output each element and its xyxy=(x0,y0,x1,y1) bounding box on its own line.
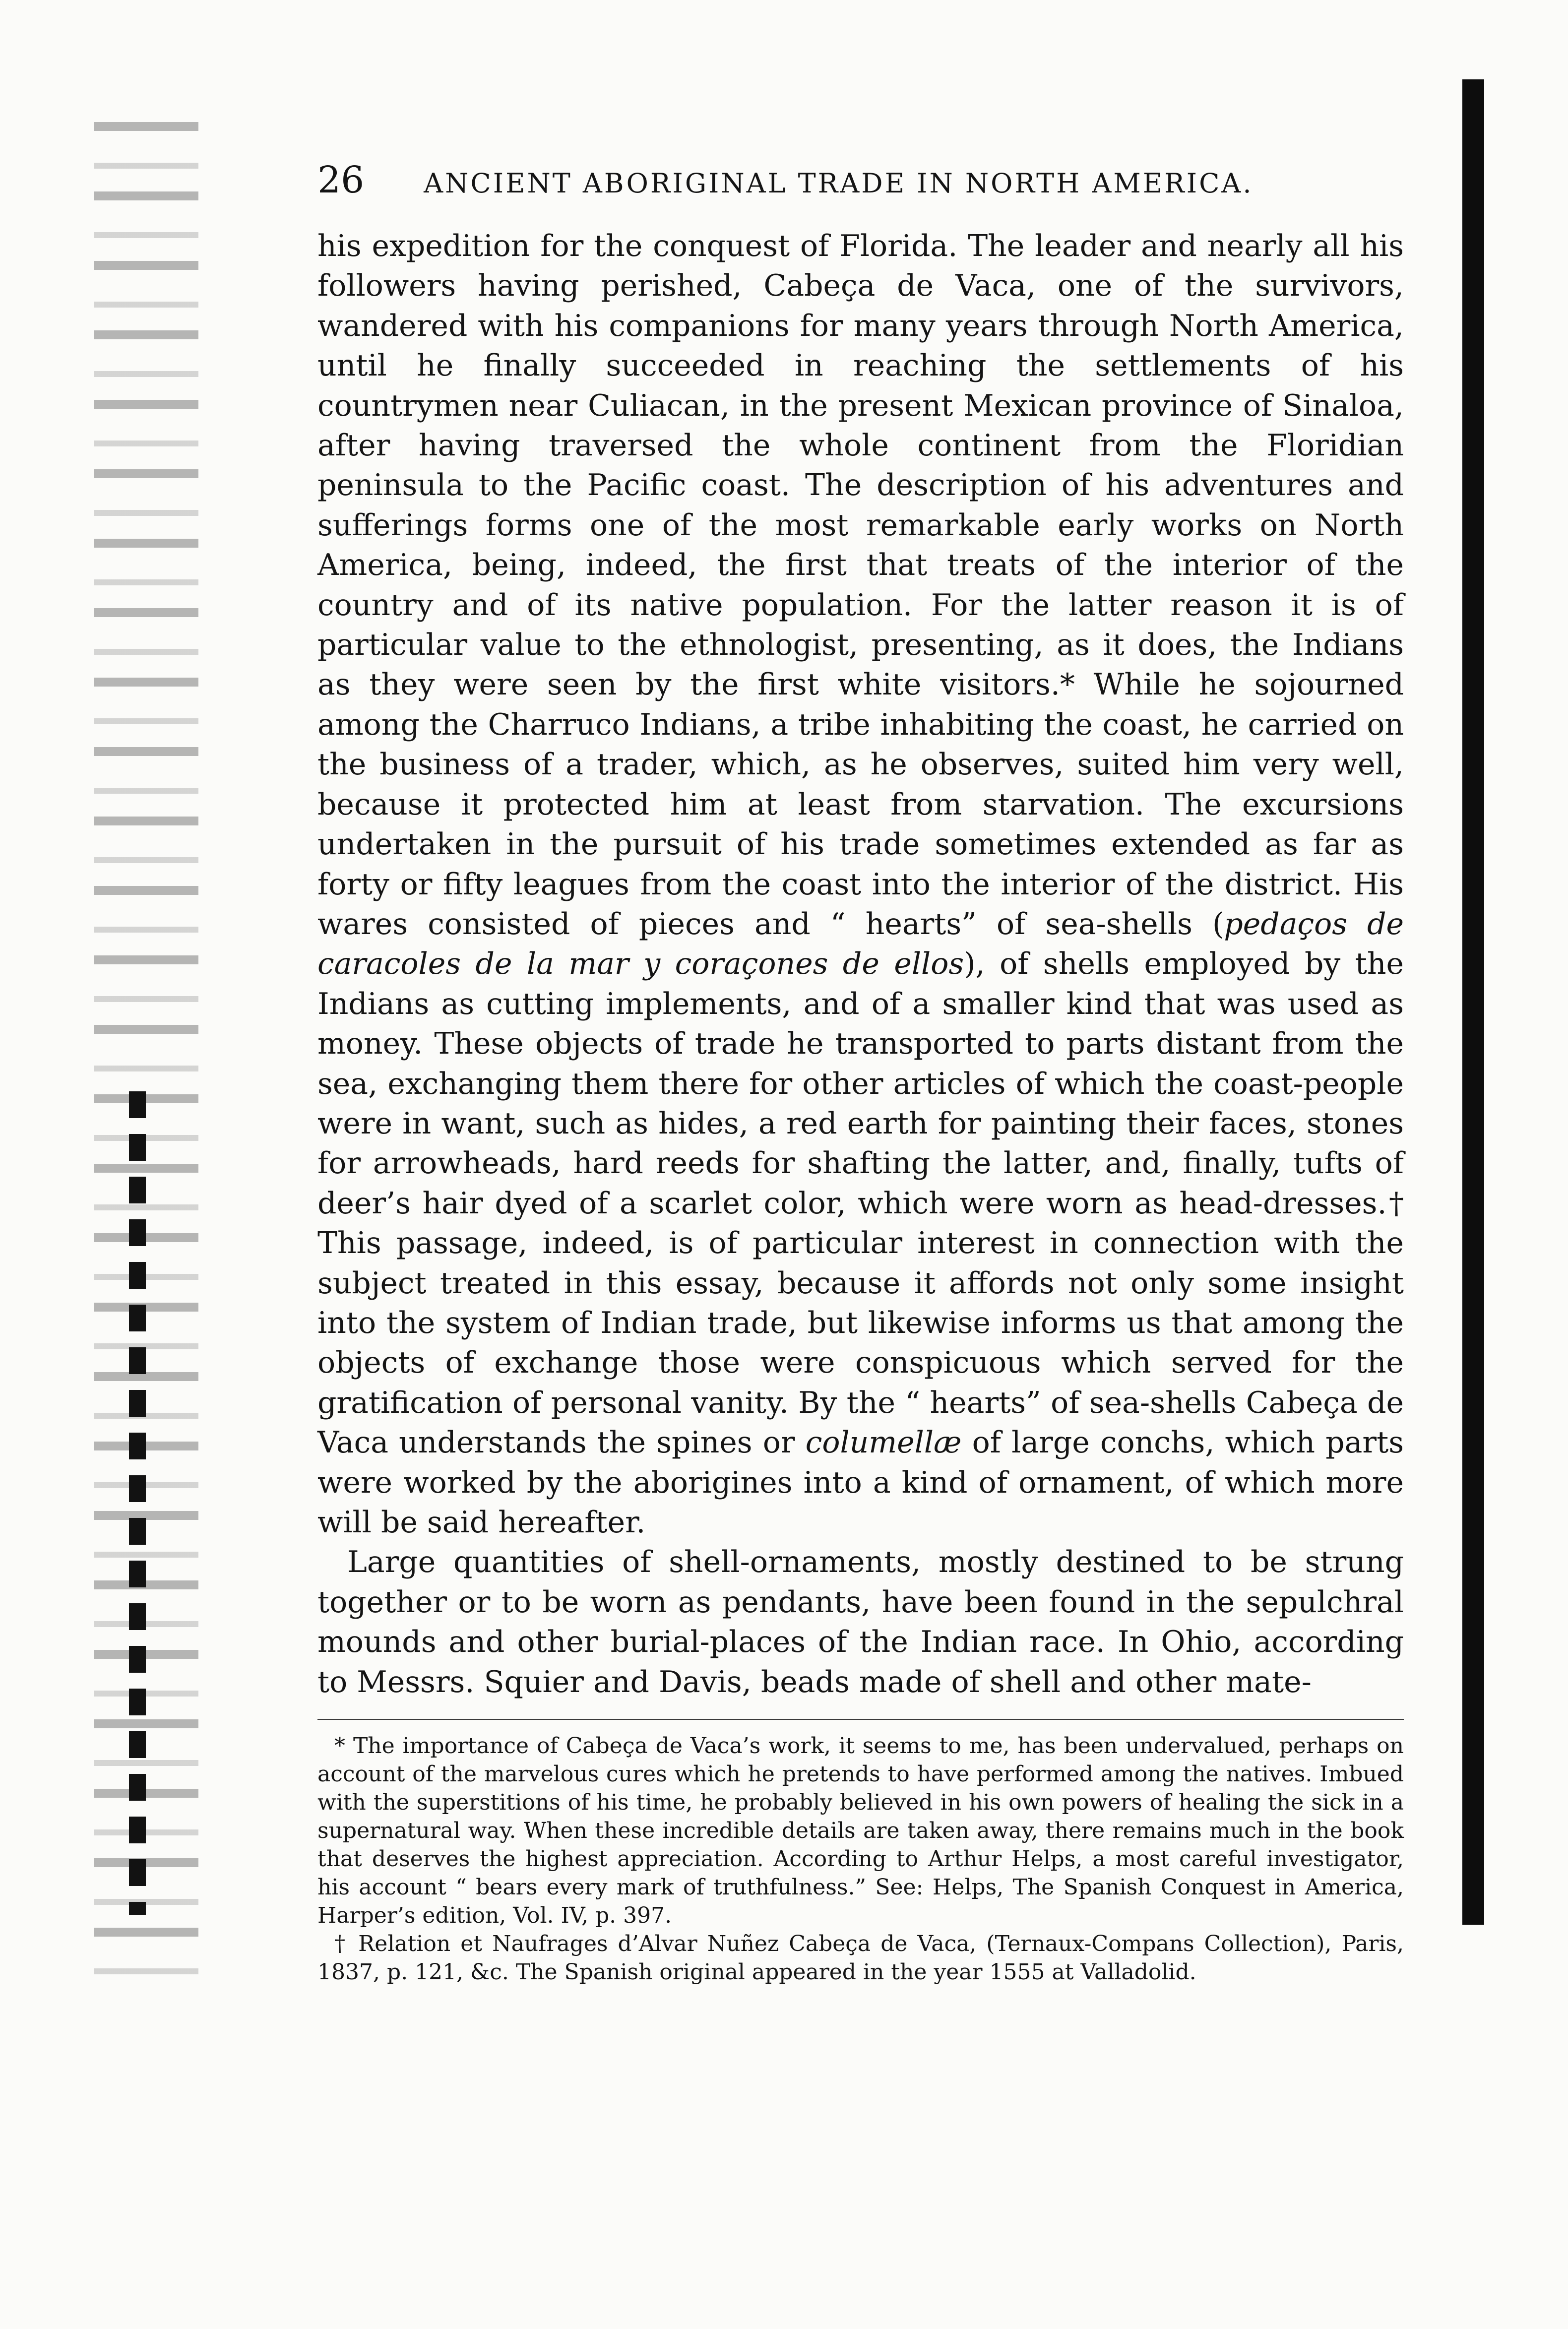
running-title: ANCIENT ABORIGINAL TRADE IN NORTH AMERICA. xyxy=(424,168,1254,199)
page-content xyxy=(317,159,1404,1986)
paragraph-1 xyxy=(317,226,1404,1542)
page-edge-bar xyxy=(1462,79,1484,1925)
binding-shadow xyxy=(94,99,198,1974)
page-number: 26 xyxy=(317,159,365,201)
binding-edge-marks xyxy=(129,1091,146,1915)
footnote-1: * The importance of Cabeça de Vaca’s work, it seems to me, has been undervalued, perhaps on account of the marvelous cures which he pretends to have performed among the natives. Imbued with the superstitions of his time, he probably believed in his own powers of healing the sick in a supernatural way. When these incredible details are taken away, there remains much in the book that deserves the highest appreciation. According to Arthur Helps, a most careful investigator, his account “ bears every mark of truthfulness.” See: Helps, The Spanish Conquest in America, Harper’s edition, Vol. IV, p. 397. xyxy=(317,1733,1404,1929)
paragraph-1-part-a: his expedition for the conquest of Florida. The leader and nearly all his followers having perished, Cabeça de Vaca, one of the survivors, wandered with his companions for many years through North America, until he finally succeeded in reaching the settlements of his countrymen near Culiacan, in the present Mexican province of Sinaloa, after having traversed the whole continent from the Floridian peninsula to the Pacific coast. The description of his adventures and sufferings forms one of the most remarkable early works on North America, being, indeed, the first that treats of the interior of the country and of its native population. For the latter reason it is of particular value to the ethnologist, presenting, as it does, the Indians as they were seen by the first white visitors.* While he sojourned among the Charruco Indians, a tribe inhabiting the coast, he carried on the business of a trader, which, as he observes, suited him very well, because it protected him at least from starvation. The excursions undertaken in the pursuit of his trade sometimes extended as far as forty or fifty leagues from the coast into the interior of the district. His wares consisted of pieces and “ hearts” of sea-shells ( xyxy=(317,229,1404,942)
footnote-2: † Relation et Naufrages d’Alvar Nuñez Cabeça de Vaca, (Ternaux-Compans Collection), Paris, 1837, p. 121, &c. The Spanish original appeared in the year 1555 at Valladolid. xyxy=(317,1931,1404,1985)
footnotes xyxy=(317,1719,1404,1986)
body-text xyxy=(317,226,1404,1702)
paragraph-2: Large quantities of shell-ornaments, mostly destined to be strung together or to be worn as pendants, have been found in the sepulchral mounds and other burial-places of the Indian race. In Ohio, according to Messrs. Squier and Davis, beads made of shell and other mate- xyxy=(317,1545,1404,1700)
paragraph-1-part-b: ), of shells employed by the Indians as cutting implements, and of a smaller kind that was used as money. These objects of trade he transported to parts distant from the sea, exchanging them there for other articles of which the coast-people were in want, such as hides, a red earth for painting their faces, stones for arrowheads, hard reeds for shafting the latter, and, finally, tufts of deer’s hair dyed of a scarlet color, which were worn as head-dresses.† This passage, indeed, is of particular interest in connection with the subject treated in this essay, because it affords not only some insight into the system of Indian trade, but likewise informs us that among the objects of exchange those were conspicuous which served for the gratification of personal vanity. By the “ hearts” of sea-shells Cabeça de Vaca understands the spines or xyxy=(317,946,1404,1460)
page-header xyxy=(317,159,1404,201)
spanish-quote: pedaços de caracoles de la mar y coraçones de ellos xyxy=(317,906,1404,982)
paragraph-1-part-c: of large conchs, which parts were worked by the aborigines into a kind of ornament, of which more will be said hereafter. xyxy=(317,1425,1404,1540)
latin-term: columellæ xyxy=(805,1425,962,1460)
